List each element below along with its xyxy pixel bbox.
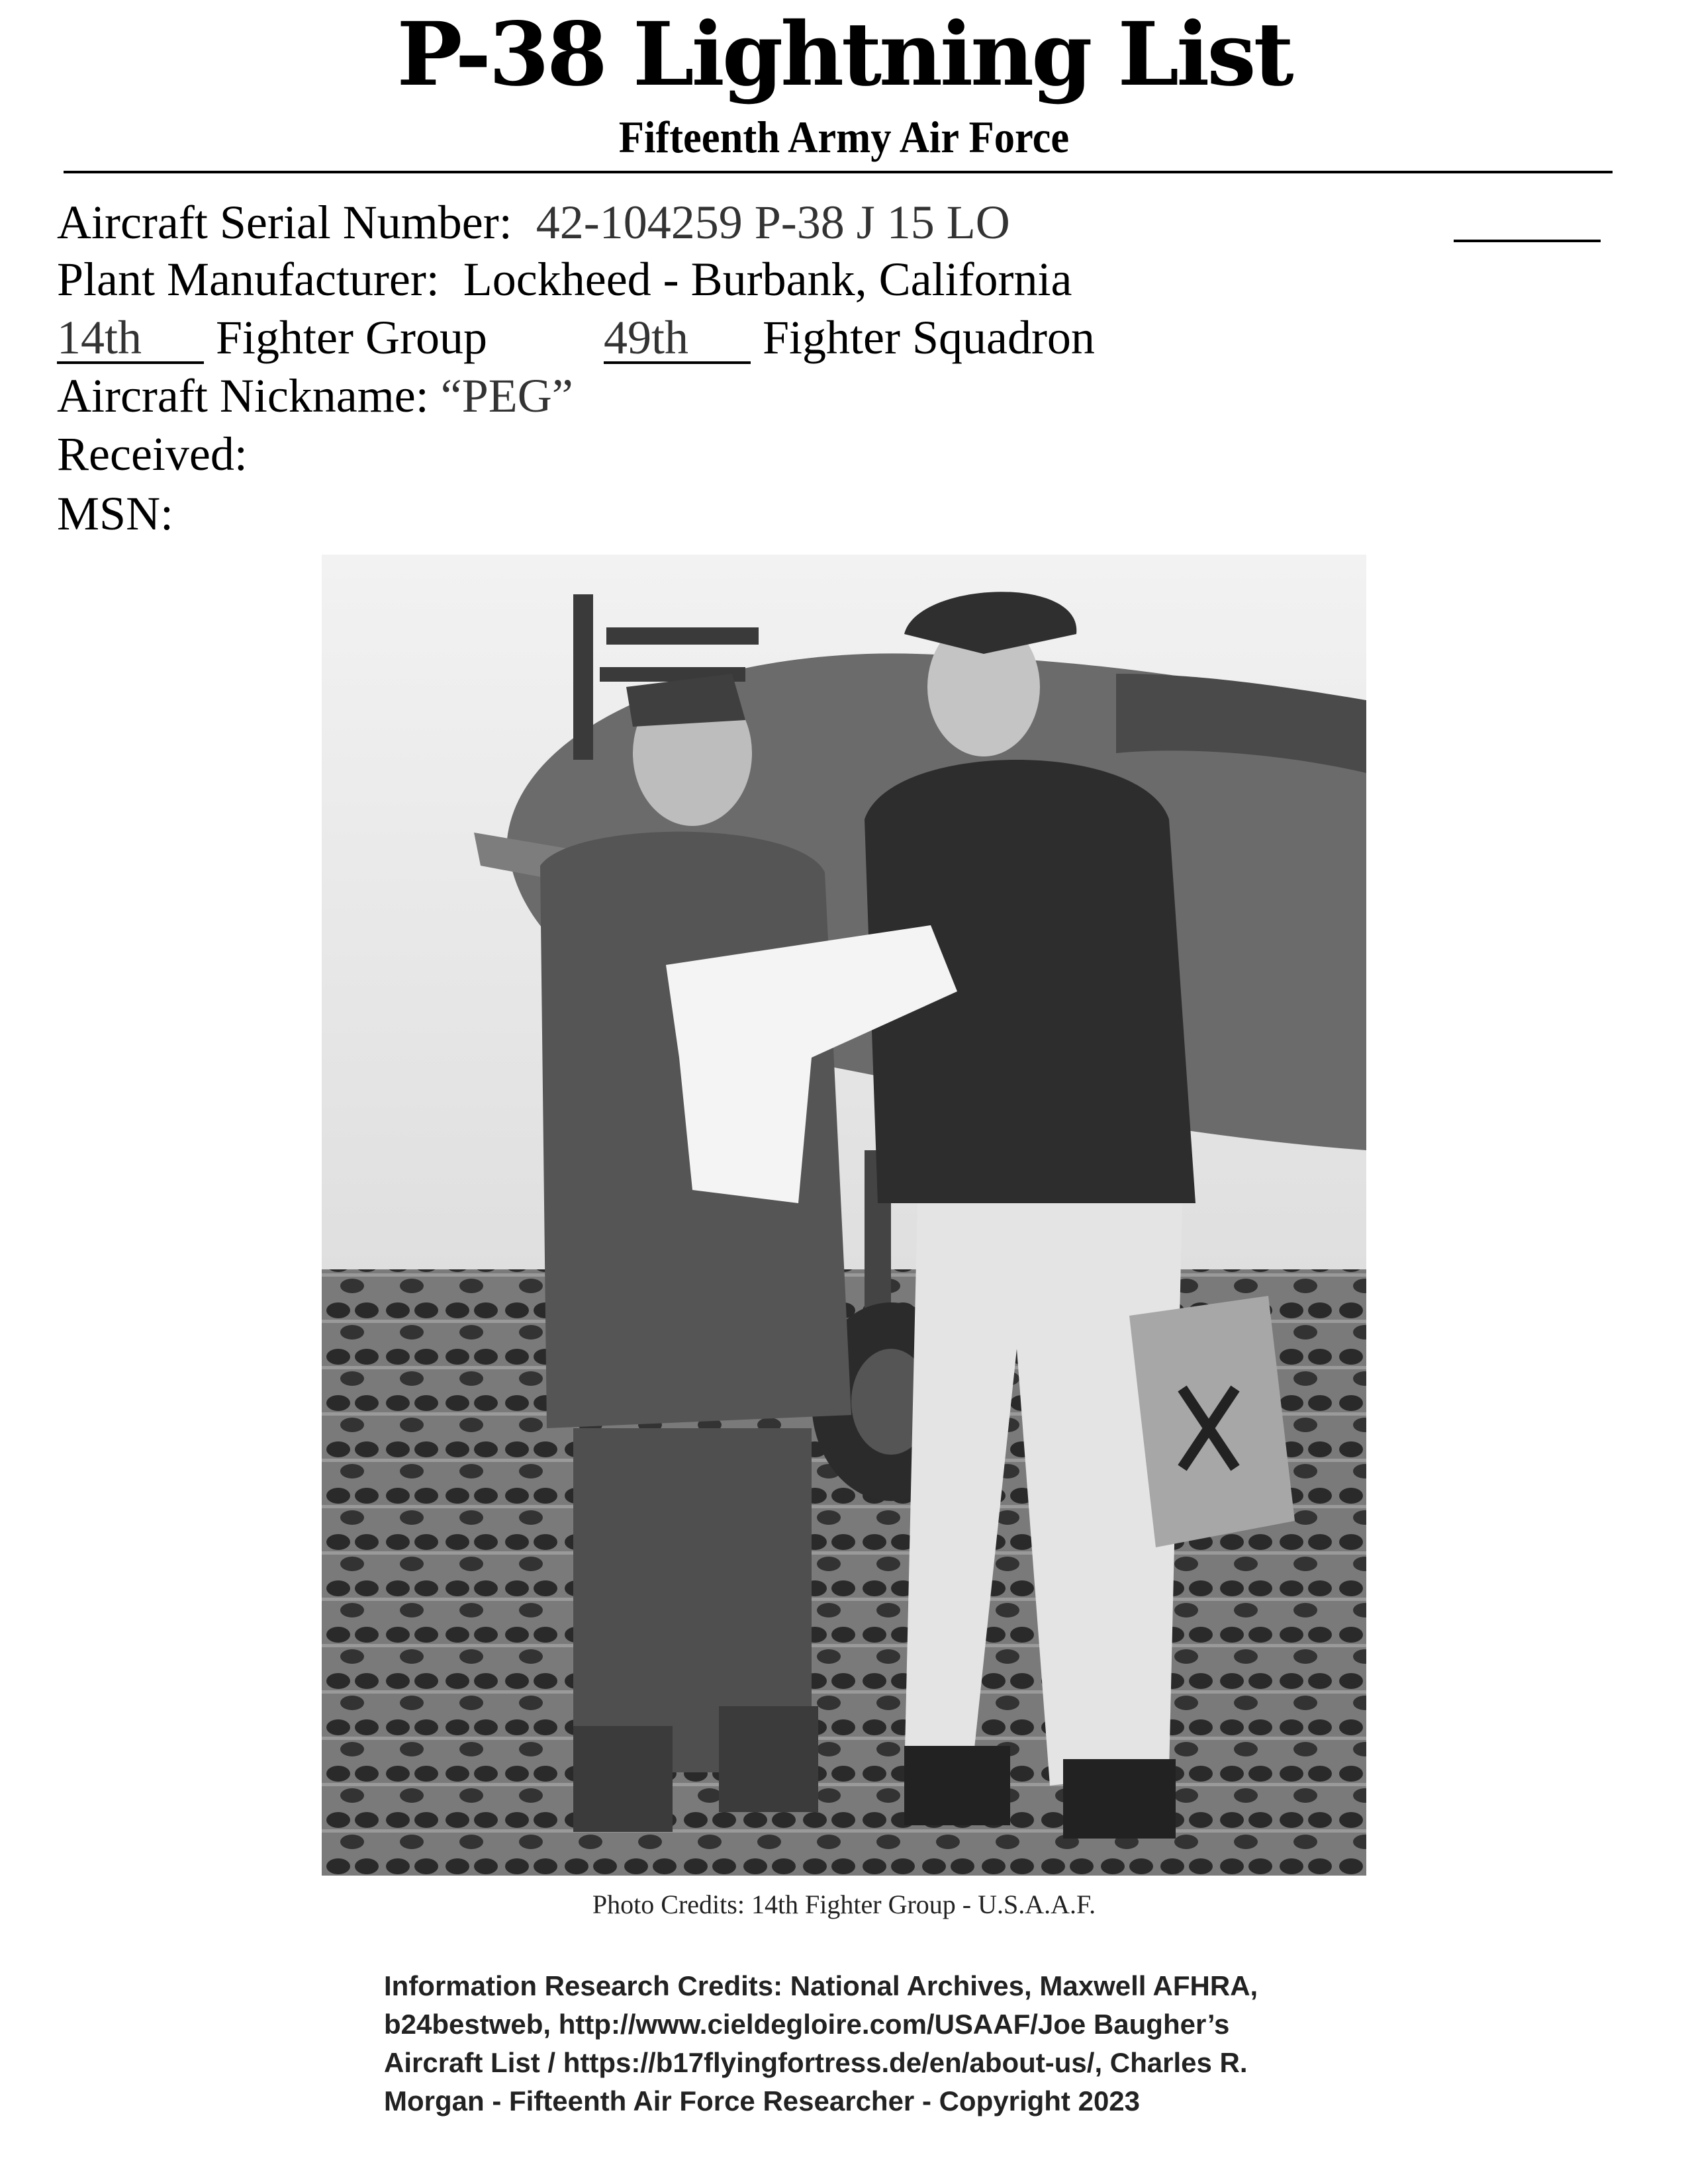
serial-number-label: Aircraft Serial Number: bbox=[57, 196, 512, 249]
manufacturer-row bbox=[57, 253, 1072, 306]
group-squadron-row bbox=[57, 311, 1095, 364]
photo-illustration bbox=[322, 555, 1366, 1876]
research-credits-line: Morgan - Fifteenth Air Force Researcher - Copyright 2023 bbox=[384, 2085, 1141, 2116]
aircraft-photo bbox=[322, 555, 1366, 1876]
received-label: Received: bbox=[57, 428, 248, 480]
manufacturer-value: Lockheed - Burbank, California bbox=[463, 253, 1072, 306]
fighter-squadron-label: Fighter Squadron bbox=[762, 311, 1095, 364]
header-divider bbox=[64, 171, 1613, 173]
fighter-group-label: Fighter Group bbox=[216, 311, 487, 364]
research-credits-line: b24bestweb, http://www.cieldegloire.com/USAAF/Joe Baugher’s bbox=[384, 2009, 1230, 2040]
photo-credit: Photo Credits: 14th Fighter Group - U.S.A.A.F. bbox=[592, 1889, 1096, 1919]
nickname-value: “PEG” bbox=[440, 369, 573, 422]
nickname-row bbox=[57, 369, 573, 422]
research-credits-line: Aircraft List / https://b17flyingfortress.de/en/about-us/, Charles R. bbox=[384, 2047, 1248, 2078]
blank-field-line bbox=[1454, 240, 1601, 242]
nickname-label: Aircraft Nickname: bbox=[57, 369, 429, 422]
serial-number-value: 42-104259 P-38 J 15 LO bbox=[536, 196, 1010, 249]
page-title: P-38 Lightning List bbox=[397, 3, 1291, 106]
research-credits bbox=[384, 1967, 1443, 2120]
fighter-squadron-value: 49th bbox=[604, 314, 751, 364]
fighter-group-value: 14th bbox=[57, 314, 204, 364]
research-credits-line: Information Research Credits: National Archives, Maxwell AFHRA, bbox=[384, 1970, 1258, 2001]
manufacturer-label: Plant Manufacturer: bbox=[57, 253, 440, 306]
msn-label: MSN: bbox=[57, 487, 174, 540]
serial-number-row bbox=[57, 196, 1010, 249]
page-subtitle: Fifteenth Army Air Force bbox=[618, 112, 1070, 162]
